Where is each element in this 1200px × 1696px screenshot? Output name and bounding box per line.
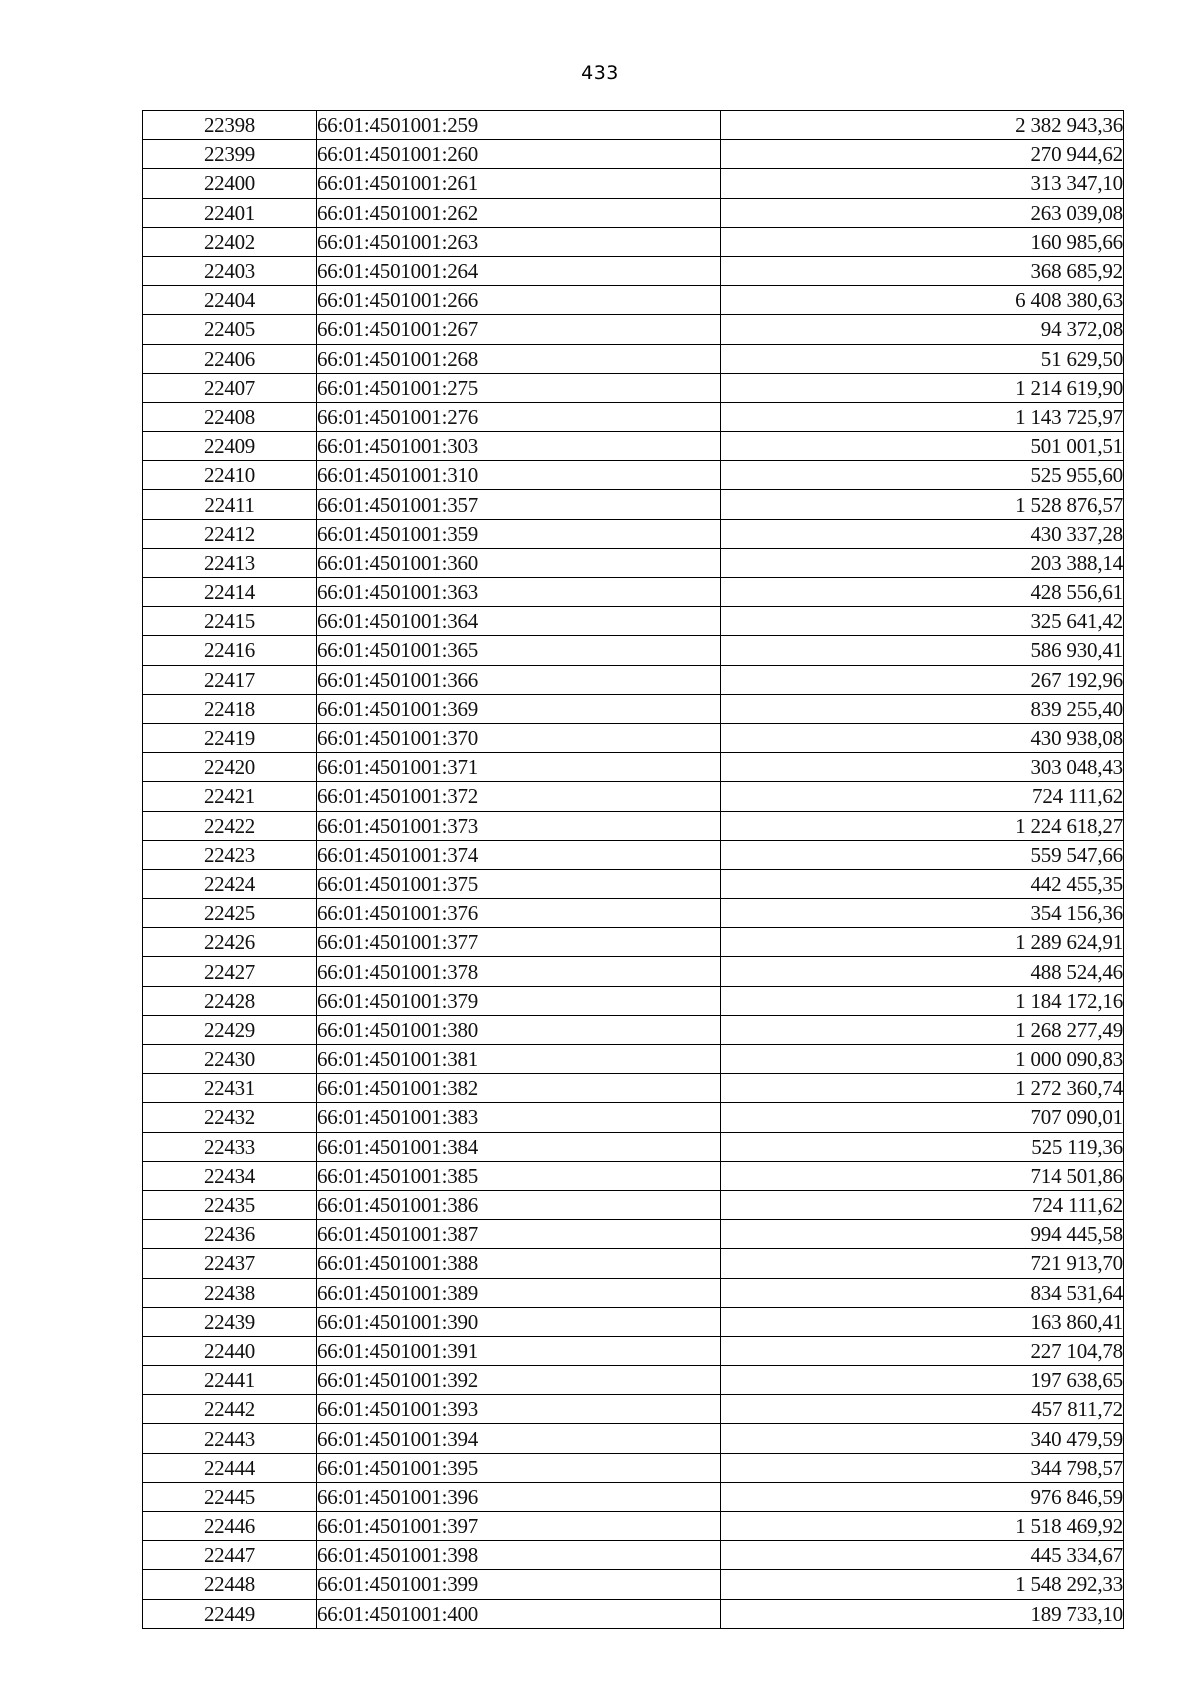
table-row — [143, 694, 1124, 723]
table-row — [143, 519, 1124, 548]
row-number-cell: 22399 — [143, 140, 317, 169]
row-number-cell: 22402 — [143, 227, 317, 256]
table-row — [143, 1366, 1124, 1395]
row-number-cell: 22406 — [143, 344, 317, 373]
cadastral-value-cell: 488 524,46 — [721, 957, 1124, 986]
table-row — [143, 111, 1124, 140]
table-row — [143, 198, 1124, 227]
table-body — [143, 111, 1124, 1629]
row-number-cell: 22405 — [143, 315, 317, 344]
cadastral-value-cell: 94 372,08 — [721, 315, 1124, 344]
cadastral-value-cell: 340 479,59 — [721, 1424, 1124, 1453]
cadastral-value-cell: 197 638,65 — [721, 1366, 1124, 1395]
row-number-cell: 22439 — [143, 1307, 317, 1336]
row-number-cell: 22444 — [143, 1453, 317, 1482]
cadastral-value-cell: 270 944,62 — [721, 140, 1124, 169]
cadastral-number-cell: 66:01:4501001:377 — [317, 928, 721, 957]
table-row — [143, 665, 1124, 694]
cadastral-number-cell: 66:01:4501001:381 — [317, 1045, 721, 1074]
row-number-cell: 22410 — [143, 461, 317, 490]
table-row — [143, 286, 1124, 315]
table-row — [143, 1249, 1124, 1278]
cadastral-value-cell: 189 733,10 — [721, 1599, 1124, 1628]
row-number-cell: 22430 — [143, 1045, 317, 1074]
row-number-cell: 22423 — [143, 840, 317, 869]
cadastral-number-cell: 66:01:4501001:385 — [317, 1161, 721, 1190]
cadastral-number-cell: 66:01:4501001:382 — [317, 1074, 721, 1103]
row-number-cell: 22425 — [143, 899, 317, 928]
cadastral-value-cell: 1 224 618,27 — [721, 811, 1124, 840]
row-number-cell: 22412 — [143, 519, 317, 548]
row-number-cell: 22422 — [143, 811, 317, 840]
cadastral-value-cell: 325 641,42 — [721, 607, 1124, 636]
cadastral-number-cell: 66:01:4501001:259 — [317, 111, 721, 140]
cadastral-value-cell: 501 001,51 — [721, 432, 1124, 461]
cadastral-value-cell: 163 860,41 — [721, 1307, 1124, 1336]
cadastral-value-cell: 51 629,50 — [721, 344, 1124, 373]
cadastral-value-cell: 714 501,86 — [721, 1161, 1124, 1190]
cadastral-number-cell: 66:01:4501001:399 — [317, 1570, 721, 1599]
row-number-cell: 22398 — [143, 111, 317, 140]
table-row — [143, 1220, 1124, 1249]
cadastral-number-cell: 66:01:4501001:391 — [317, 1336, 721, 1365]
cadastral-value-cell: 1 214 619,90 — [721, 373, 1124, 402]
cadastral-value-cell: 721 913,70 — [721, 1249, 1124, 1278]
row-number-cell: 22404 — [143, 286, 317, 315]
row-number-cell: 22434 — [143, 1161, 317, 1190]
row-number-cell: 22411 — [143, 490, 317, 519]
row-number-cell: 22447 — [143, 1541, 317, 1570]
row-number-cell: 22409 — [143, 432, 317, 461]
cadastral-value-cell: 1 184 172,16 — [721, 986, 1124, 1015]
page-number: 433 — [581, 62, 619, 84]
table-row — [143, 1190, 1124, 1219]
cadastral-number-cell: 66:01:4501001:393 — [317, 1395, 721, 1424]
cadastral-value-cell: 344 798,57 — [721, 1453, 1124, 1482]
table-row — [143, 315, 1124, 344]
cadastral-value-cell: 724 111,62 — [721, 782, 1124, 811]
row-number-cell: 22400 — [143, 169, 317, 198]
cadastral-value-cell: 430 337,28 — [721, 519, 1124, 548]
table-row — [143, 1336, 1124, 1365]
cadastral-number-cell: 66:01:4501001:303 — [317, 432, 721, 461]
table-row — [143, 256, 1124, 285]
cadastral-value-cell: 368 685,92 — [721, 256, 1124, 285]
table-row — [143, 986, 1124, 1015]
row-number-cell: 22433 — [143, 1132, 317, 1161]
cadastral-number-cell: 66:01:4501001:375 — [317, 869, 721, 898]
row-number-cell: 22435 — [143, 1190, 317, 1219]
row-number-cell: 22443 — [143, 1424, 317, 1453]
cadastral-number-cell: 66:01:4501001:264 — [317, 256, 721, 285]
row-number-cell: 22445 — [143, 1482, 317, 1511]
row-number-cell: 22420 — [143, 753, 317, 782]
cadastral-value-cell: 1 268 277,49 — [721, 1015, 1124, 1044]
cadastral-value-cell: 525 955,60 — [721, 461, 1124, 490]
cadastral-number-cell: 66:01:4501001:383 — [317, 1103, 721, 1132]
cadastral-value-cell: 227 104,78 — [721, 1336, 1124, 1365]
cadastral-number-cell: 66:01:4501001:389 — [317, 1278, 721, 1307]
cadastral-number-cell: 66:01:4501001:372 — [317, 782, 721, 811]
cadastral-number-cell: 66:01:4501001:373 — [317, 811, 721, 840]
cadastral-value-cell: 354 156,36 — [721, 899, 1124, 928]
row-number-cell: 22407 — [143, 373, 317, 402]
row-number-cell: 22419 — [143, 723, 317, 752]
cadastral-number-cell: 66:01:4501001:379 — [317, 986, 721, 1015]
cadastral-number-cell: 66:01:4501001:275 — [317, 373, 721, 402]
table-row — [143, 1424, 1124, 1453]
table-row — [143, 1541, 1124, 1570]
row-number-cell: 22428 — [143, 986, 317, 1015]
cadastral-number-cell: 66:01:4501001:310 — [317, 461, 721, 490]
cadastral-value-cell: 724 111,62 — [721, 1190, 1124, 1219]
cadastral-number-cell: 66:01:4501001:380 — [317, 1015, 721, 1044]
table-row — [143, 1015, 1124, 1044]
cadastral-number-cell: 66:01:4501001:371 — [317, 753, 721, 782]
cadastral-number-cell: 66:01:4501001:366 — [317, 665, 721, 694]
cadastral-value-table — [142, 110, 1124, 1629]
cadastral-number-cell: 66:01:4501001:263 — [317, 227, 721, 256]
table-row — [143, 1161, 1124, 1190]
row-number-cell: 22436 — [143, 1220, 317, 1249]
cadastral-value-cell: 586 930,41 — [721, 636, 1124, 665]
row-number-cell: 22448 — [143, 1570, 317, 1599]
cadastral-value-cell: 430 938,08 — [721, 723, 1124, 752]
cadastral-value-cell: 834 531,64 — [721, 1278, 1124, 1307]
table-row — [143, 1453, 1124, 1482]
cadastral-value-cell: 6 408 380,63 — [721, 286, 1124, 315]
table-row — [143, 782, 1124, 811]
cadastral-number-cell: 66:01:4501001:378 — [317, 957, 721, 986]
cadastral-number-cell: 66:01:4501001:266 — [317, 286, 721, 315]
cadastral-number-cell: 66:01:4501001:262 — [317, 198, 721, 227]
cadastral-number-cell: 66:01:4501001:387 — [317, 1220, 721, 1249]
cadastral-value-cell: 1 272 360,74 — [721, 1074, 1124, 1103]
cadastral-value-cell: 303 048,43 — [721, 753, 1124, 782]
cadastral-value-cell: 1 528 876,57 — [721, 490, 1124, 519]
row-number-cell: 22413 — [143, 548, 317, 577]
table-row — [143, 140, 1124, 169]
cadastral-value-cell: 1 518 469,92 — [721, 1512, 1124, 1541]
cadastral-value-cell: 1 143 725,97 — [721, 402, 1124, 431]
table-row — [143, 344, 1124, 373]
cadastral-number-cell: 66:01:4501001:397 — [317, 1512, 721, 1541]
table-row — [143, 957, 1124, 986]
cadastral-value-cell: 1 548 292,33 — [721, 1570, 1124, 1599]
table-row — [143, 169, 1124, 198]
cadastral-value-cell: 457 811,72 — [721, 1395, 1124, 1424]
cadastral-number-cell: 66:01:4501001:374 — [317, 840, 721, 869]
cadastral-value-cell: 525 119,36 — [721, 1132, 1124, 1161]
cadastral-number-cell: 66:01:4501001:260 — [317, 140, 721, 169]
cadastral-value-cell: 1 000 090,83 — [721, 1045, 1124, 1074]
row-number-cell: 22432 — [143, 1103, 317, 1132]
table-row — [143, 1278, 1124, 1307]
cadastral-number-cell: 66:01:4501001:396 — [317, 1482, 721, 1511]
cadastral-number-cell: 66:01:4501001:268 — [317, 344, 721, 373]
row-number-cell: 22427 — [143, 957, 317, 986]
table-row — [143, 869, 1124, 898]
table-row — [143, 1570, 1124, 1599]
table-row — [143, 1307, 1124, 1336]
row-number-cell: 22441 — [143, 1366, 317, 1395]
table-row — [143, 578, 1124, 607]
table-row — [143, 1482, 1124, 1511]
row-number-cell: 22418 — [143, 694, 317, 723]
cadastral-number-cell: 66:01:4501001:370 — [317, 723, 721, 752]
cadastral-value-cell: 267 192,96 — [721, 665, 1124, 694]
cadastral-number-cell: 66:01:4501001:267 — [317, 315, 721, 344]
row-number-cell: 22403 — [143, 256, 317, 285]
table-row — [143, 928, 1124, 957]
table-row — [143, 607, 1124, 636]
cadastral-number-cell: 66:01:4501001:395 — [317, 1453, 721, 1482]
table-row — [143, 373, 1124, 402]
cadastral-number-cell: 66:01:4501001:394 — [317, 1424, 721, 1453]
cadastral-value-cell: 313 347,10 — [721, 169, 1124, 198]
cadastral-number-cell: 66:01:4501001:384 — [317, 1132, 721, 1161]
table-row — [143, 636, 1124, 665]
cadastral-value-cell: 445 334,67 — [721, 1541, 1124, 1570]
cadastral-value-cell: 1 289 624,91 — [721, 928, 1124, 957]
cadastral-value-cell: 203 388,14 — [721, 548, 1124, 577]
row-number-cell: 22440 — [143, 1336, 317, 1365]
table-row — [143, 1599, 1124, 1628]
cadastral-number-cell: 66:01:4501001:388 — [317, 1249, 721, 1278]
row-number-cell: 22446 — [143, 1512, 317, 1541]
row-number-cell: 22401 — [143, 198, 317, 227]
table-row — [143, 811, 1124, 840]
row-number-cell: 22437 — [143, 1249, 317, 1278]
cadastral-number-cell: 66:01:4501001:276 — [317, 402, 721, 431]
cadastral-value-cell: 707 090,01 — [721, 1103, 1124, 1132]
row-number-cell: 22415 — [143, 607, 317, 636]
cadastral-number-cell: 66:01:4501001:400 — [317, 1599, 721, 1628]
table-row — [143, 432, 1124, 461]
row-number-cell: 22414 — [143, 578, 317, 607]
table-row — [143, 1132, 1124, 1161]
table-row — [143, 840, 1124, 869]
row-number-cell: 22449 — [143, 1599, 317, 1628]
cadastral-number-cell: 66:01:4501001:376 — [317, 899, 721, 928]
table-row — [143, 548, 1124, 577]
cadastral-value-cell: 559 547,66 — [721, 840, 1124, 869]
row-number-cell: 22426 — [143, 928, 317, 957]
cadastral-value-cell: 442 455,35 — [721, 869, 1124, 898]
cadastral-number-cell: 66:01:4501001:357 — [317, 490, 721, 519]
cadastral-number-cell: 66:01:4501001:392 — [317, 1366, 721, 1395]
cadastral-number-cell: 66:01:4501001:398 — [317, 1541, 721, 1570]
table-row — [143, 1103, 1124, 1132]
cadastral-number-cell: 66:01:4501001:360 — [317, 548, 721, 577]
row-number-cell: 22417 — [143, 665, 317, 694]
row-number-cell: 22429 — [143, 1015, 317, 1044]
cadastral-number-cell: 66:01:4501001:365 — [317, 636, 721, 665]
cadastral-value-cell: 994 445,58 — [721, 1220, 1124, 1249]
cadastral-number-cell: 66:01:4501001:390 — [317, 1307, 721, 1336]
cadastral-value-cell: 428 556,61 — [721, 578, 1124, 607]
row-number-cell: 22408 — [143, 402, 317, 431]
cadastral-value-cell: 160 985,66 — [721, 227, 1124, 256]
table-row — [143, 753, 1124, 782]
table-row — [143, 899, 1124, 928]
cadastral-value-cell: 2 382 943,36 — [721, 111, 1124, 140]
table-row — [143, 1045, 1124, 1074]
row-number-cell: 22421 — [143, 782, 317, 811]
cadastral-number-cell: 66:01:4501001:261 — [317, 169, 721, 198]
table-row — [143, 461, 1124, 490]
row-number-cell: 22424 — [143, 869, 317, 898]
cadastral-number-cell: 66:01:4501001:369 — [317, 694, 721, 723]
table-row — [143, 1395, 1124, 1424]
cadastral-value-cell: 263 039,08 — [721, 198, 1124, 227]
table-row — [143, 490, 1124, 519]
row-number-cell: 22416 — [143, 636, 317, 665]
cadastral-number-cell: 66:01:4501001:364 — [317, 607, 721, 636]
table-row — [143, 1512, 1124, 1541]
cadastral-value-cell: 976 846,59 — [721, 1482, 1124, 1511]
table-row — [143, 227, 1124, 256]
table-row — [143, 402, 1124, 431]
table-row — [143, 1074, 1124, 1103]
table-row — [143, 723, 1124, 752]
row-number-cell: 22438 — [143, 1278, 317, 1307]
cadastral-number-cell: 66:01:4501001:363 — [317, 578, 721, 607]
row-number-cell: 22431 — [143, 1074, 317, 1103]
cadastral-number-cell: 66:01:4501001:386 — [317, 1190, 721, 1219]
cadastral-number-cell: 66:01:4501001:359 — [317, 519, 721, 548]
cadastral-value-cell: 839 255,40 — [721, 694, 1124, 723]
row-number-cell: 22442 — [143, 1395, 317, 1424]
